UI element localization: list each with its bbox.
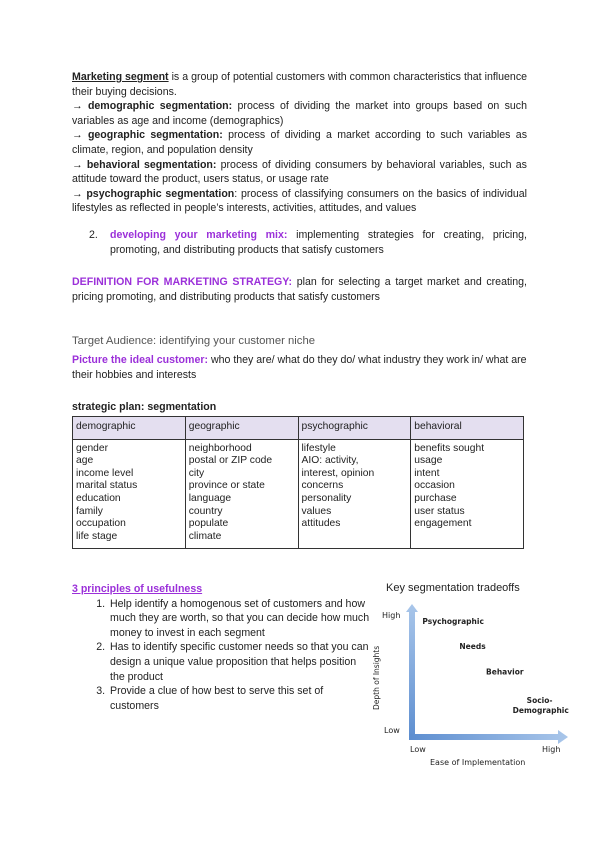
- segmentation-demographic: [72, 99, 527, 128]
- segmentation-label: psychographic segmentation: [86, 187, 235, 200]
- list-item: income level: [76, 467, 134, 479]
- list-item: attitudes: [301, 518, 341, 530]
- list-item: family: [76, 505, 103, 517]
- table-row: [73, 439, 524, 549]
- marketing-mix-text: implementing strategies for creating, pricing, promoting, and distributing products that satisfy customers: [110, 228, 527, 256]
- cell-geographic: [185, 439, 298, 549]
- x-tick-low: Low: [410, 745, 426, 754]
- chart-point-label: Needs: [459, 642, 486, 652]
- segmentation-text: : process of classifying consumers on the basics of individual lifestyles as reflected in people’s interests, activities, attitudes, and values: [72, 187, 527, 215]
- list-item: values: [301, 505, 332, 517]
- segmentation-label: geographic segmentation:: [87, 129, 223, 142]
- ideal-customer-text: who they are/ what do they do/ what industry they work in/ what are their hobbies and interests: [72, 353, 527, 381]
- column-header-behavioral: behavioral: [411, 416, 524, 439]
- list-item: concerns: [301, 480, 344, 492]
- list-item: benefits sought: [414, 442, 485, 454]
- segmentation-behavioral: [72, 158, 527, 187]
- arrow-glyph: →: [72, 100, 88, 113]
- segmentation-text: process of dividing the market into groups based on such variables as age and income (demographics): [72, 100, 527, 127]
- list-item: populate: [188, 518, 229, 530]
- strategy-definition: [72, 275, 527, 304]
- list-item: 3. Provide a clue of how best to serve this set of customers: [108, 684, 372, 713]
- cell-behavioral: [411, 439, 524, 549]
- y-tick-low: Low: [384, 726, 400, 735]
- segmentation-list: [72, 99, 527, 216]
- segmentation-label: behavioral segmentation:: [86, 158, 217, 171]
- list-item: language: [188, 493, 232, 505]
- list-item: intent: [414, 467, 440, 479]
- intro-definition: is a group of potential customers with common characteristics that influence their buying decisions.: [72, 71, 528, 98]
- list-item: occupation: [76, 518, 126, 530]
- marketing-mix-label: developing your marketing mix:: [110, 228, 288, 241]
- list-item: province or state: [188, 480, 265, 492]
- list-item: occasion: [414, 480, 455, 492]
- list-item: city: [188, 467, 205, 479]
- column-header-geographic: geographic: [185, 416, 298, 439]
- list-item: lifestyle: [301, 442, 336, 454]
- segmentation-tradeoffs-chart: [368, 582, 573, 772]
- strategic-plan-heading: strategic plan: segmentation: [72, 401, 217, 414]
- list-item: purchase: [414, 493, 457, 505]
- list-item: usage: [414, 455, 443, 467]
- chart-point-label: Socio-Demographic: [512, 696, 569, 716]
- chart-point-label: Behavior: [486, 667, 524, 677]
- list-item: marital status: [76, 480, 138, 492]
- document-body: [72, 70, 527, 549]
- marketing-mix-item: [72, 228, 527, 257]
- list-item: country: [188, 505, 223, 517]
- y-axis-label: Depth of Insights: [372, 645, 381, 710]
- ideal-customer-paragraph: [72, 353, 527, 382]
- list-item: 1. Help identify a homogenous set of customers and how much they are worth, so that you can decide how much money to invest in each segment: [108, 597, 372, 641]
- list-item: neighborhood: [188, 442, 252, 454]
- list-item: 2. Has to identify specific customer needs so that you can design a unique value proposition that helps position the product: [108, 640, 372, 684]
- y-axis-arrow: [406, 604, 418, 740]
- segmentation-geographic: [72, 128, 527, 157]
- table-header-row: [73, 416, 524, 439]
- list-item: postal or ZIP code: [188, 455, 273, 467]
- x-axis-label: Ease of Implementation: [430, 758, 526, 767]
- y-tick-high: High: [382, 611, 401, 620]
- list-item: personality: [301, 493, 352, 505]
- list-item: engagement: [414, 518, 472, 530]
- strategy-definition-text: plan for selecting a target market and creating, pricing promoting, and distributing products that satisfy customers: [72, 276, 527, 303]
- segmentation-psychographic: [72, 187, 527, 216]
- chart-title: Key segmentation tradeoffs: [386, 582, 520, 594]
- target-audience-heading: Target Audience: identifying your customer niche: [72, 335, 316, 348]
- chart-point-label: Psychographic: [422, 617, 484, 626]
- principles-list: [72, 597, 372, 714]
- intro-paragraph: [72, 70, 527, 99]
- segmentation-label: demographic segmentation:: [87, 100, 233, 113]
- list-item: life stage: [76, 530, 118, 542]
- segmentation-table: [72, 416, 524, 550]
- column-header-demographic: demographic: [73, 416, 186, 439]
- ideal-customer-label: Picture the ideal customer:: [72, 353, 208, 366]
- list-item: gender: [76, 442, 109, 454]
- chart-points: [422, 617, 568, 715]
- column-header-psychographic: psychographic: [298, 416, 411, 439]
- chart-canvas: [368, 582, 573, 772]
- strategy-definition-label: DEFINITION FOR MARKETING STRATEGY:: [72, 276, 293, 289]
- x-tick-high: High: [542, 745, 561, 754]
- x-axis-arrow: [409, 730, 568, 744]
- list-item: education: [76, 493, 121, 505]
- arrow-glyph: →: [72, 158, 87, 171]
- list-item: user status: [414, 505, 465, 517]
- list-item: climate: [188, 530, 222, 542]
- principles-section: [72, 582, 372, 713]
- segmentation-text: process of dividing consumers by behavioral variables, such as attitude toward the product, users status, or usage rate: [72, 158, 527, 186]
- arrow-glyph: →: [72, 129, 88, 142]
- list-item: AIO: activity,: [301, 455, 359, 467]
- list-item: age: [76, 455, 94, 467]
- segmentation-text: process of dividing a market according to such variables as climate, region, and population density: [72, 129, 527, 156]
- arrow-glyph: →: [72, 187, 87, 200]
- cell-demographic: [73, 439, 186, 549]
- principles-heading: 3 principles of usefulness: [72, 583, 203, 595]
- term-marketing-segment: Marketing segment: [72, 71, 169, 83]
- list-item: interest, opinion: [301, 467, 375, 479]
- list-number: 2.: [89, 228, 98, 241]
- cell-psychographic: [298, 439, 411, 549]
